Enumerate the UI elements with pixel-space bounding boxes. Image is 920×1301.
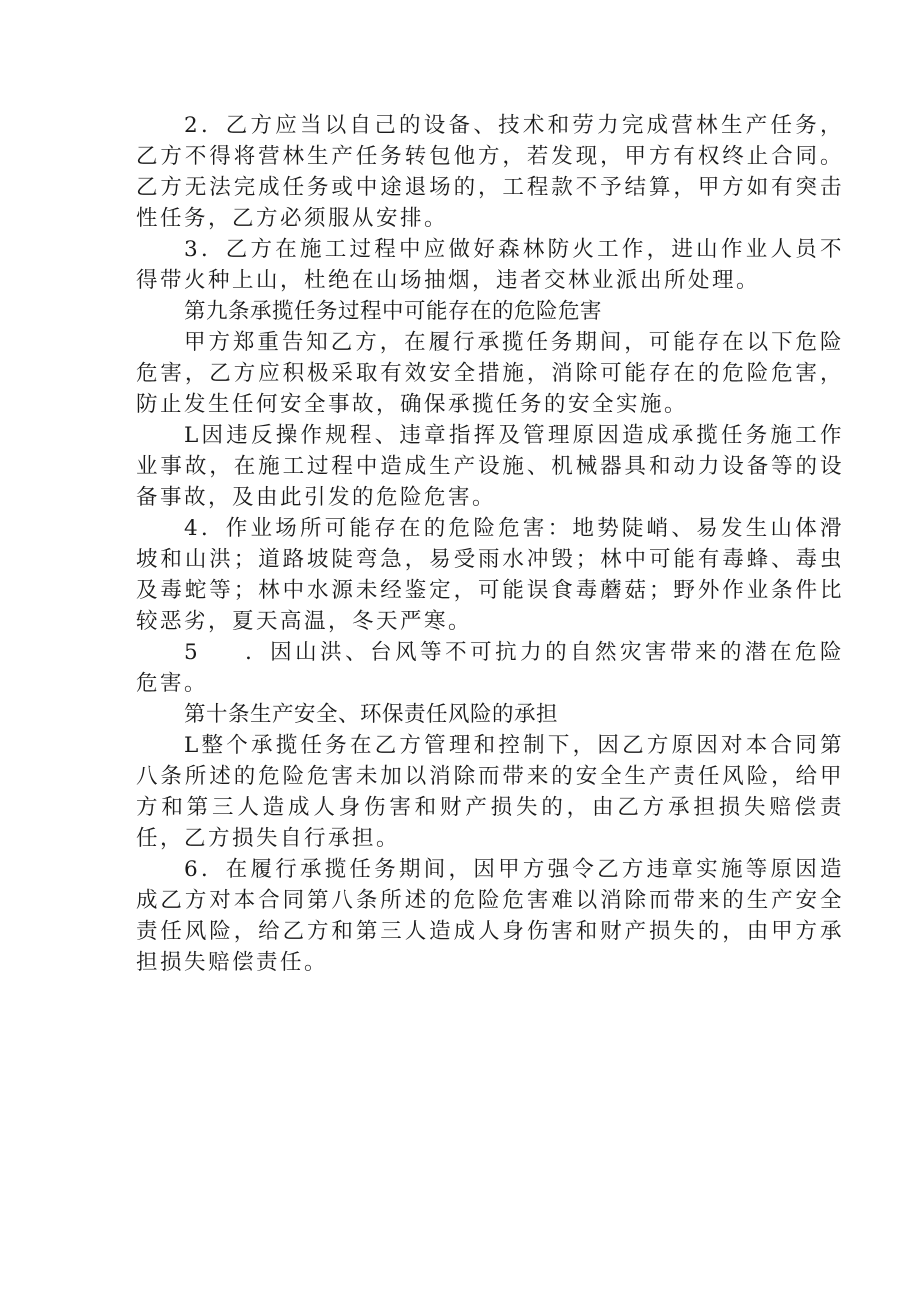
clause-8-item-3: 3．乙方在施工过程中应做好森林防火工作，进山作业人员不得带火种上山，杜绝在山场抽烟，违者交林业派出所处理。 <box>136 237 844 293</box>
clause-10-item-6: 6．在履行承揽任务期间，因甲方强令乙方违章实施等原因造成乙方对本合同第八条所述的危险危害难以消除而带来的生产安全责任风险，给乙方和第三人造成人身伤害和财产损失的，由甲方承担损失赔偿责任。 <box>136 857 844 975</box>
clause-9-intro: 甲方郑重告知乙方，在履行承揽任务期间，可能存在以下危险危害，乙方应积极采取有效安全措施，消除可能存在的危险危害，防止发生任何安全事故，确保承揽任务的安全实施。 <box>136 330 844 417</box>
clause-10-heading: 第十条生产安全、环保责任风险的承担 <box>184 702 559 727</box>
clause-9-item-5 <box>136 637 844 699</box>
document-page <box>136 110 844 978</box>
clause-9-item-4: 4．作业场所可能存在的危险危害：地势陡峭、易发生山体滑坡和山洪；道路坡陡弯急，易受雨水冲毁；林中可能有毒蜂、毒虫及毒蛇等；林中水源未经鉴定，可能误食毒蘑菇；野外作业条件比较恶劣，夏天高温，冬天严寒。 <box>136 516 844 634</box>
clause-9-heading: 第九条承揽任务过程中可能存在的危险危害 <box>184 299 603 324</box>
clause-8-item-2: 2．乙方应当以自己的设备、技术和劳力完成营林生产任务，乙方不得将营林生产任务转包他方，若发现，甲方有权终止合同。乙方无法完成任务或中途退场的，工程款不予结算，甲方如有突击性任务，乙方必须服从安排。 <box>136 113 844 231</box>
clause-9-item-1: L因违反操作规程、违章指挥及管理原因造成承揽任务施工作业事故，在施工过程中造成生产设施、机械器具和动力设备等的设备事故，及由此引发的危险危害。 <box>136 423 844 510</box>
clause-9-item-5-number: 5 <box>184 640 201 665</box>
clause-9-item-5-text: ．因山洪、台风等不可抗力的自然灾害带来的潜在危险危害。 <box>136 640 844 696</box>
clause-10-item-1: L整个承揽任务在乙方管理和控制下，因乙方原因对本合同第八条所述的危险危害未加以消除而带来的安全生产责任风险，给甲方和第三人造成人身伤害和财产损失的，由乙方承担损失赔偿责任，乙方损失自行承担。 <box>136 733 844 851</box>
